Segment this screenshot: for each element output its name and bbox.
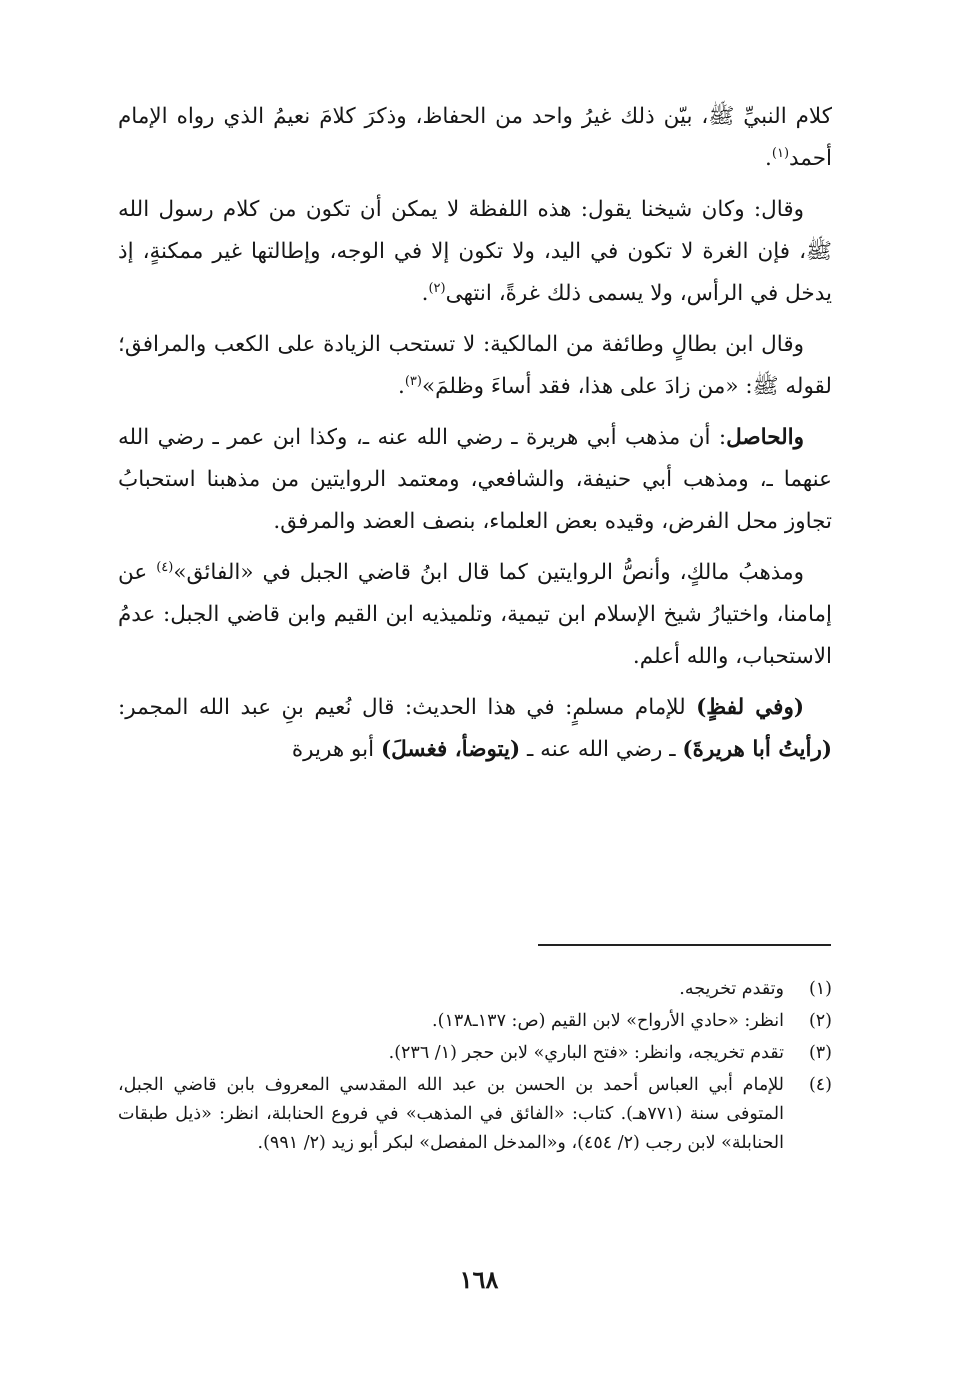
- footnote-1: [118, 975, 832, 1004]
- footnote-3: [118, 1039, 832, 1068]
- footnote-separator: [538, 944, 831, 946]
- footnote-text: تقدم تخريجه، وانظر: «فتح الباري» لابن حجر (١/ ٢٣٦).: [388, 1043, 784, 1063]
- main-text: [118, 96, 832, 780]
- paragraph-3-text: وقال ابن بطالٍ وطائفة من المالكية: لا تستحب الزيادة على الكعب والمرافق؛ لقوله ﷺ: «من زادَ على هذا، فقد أساءَ وظلمَ»: [118, 332, 832, 399]
- footnote-number: (٤): [808, 1075, 832, 1095]
- footnote-number: (٢): [808, 1011, 832, 1031]
- paragraph-2-text: وقال: وكان شيخنا يقول: هذه اللفظة لا يمكن أن تكون من كلام رسول الله ﷺ، فإن الغرة لا تكون في اليد، ولا تكون إلا في الوجه، وإطالتها غير ممكنةٍ، إذ يدخل في الرأس، ولا يسمى ذلك غرةً، انتهى: [118, 197, 832, 306]
- paragraph-2: [118, 189, 832, 315]
- paragraph-4: [118, 417, 832, 543]
- footnote-text: وتقدم تخريجه.: [679, 979, 784, 999]
- paragraph-2-tail: .: [421, 281, 429, 306]
- paragraph-3-tail: .: [397, 374, 405, 399]
- paragraph-6: [118, 687, 832, 771]
- hadith-phrase-2: (رأيتُ أبا هريرةَ): [682, 737, 832, 762]
- paragraph-1-tail: .: [765, 146, 772, 171]
- paragraph-5: [118, 552, 832, 678]
- hadith-phrase-3: (يتوضأ، فغسلَ): [380, 737, 521, 762]
- footnote-number: (١): [808, 979, 832, 999]
- page-number: ١٦٨: [459, 1265, 499, 1294]
- paragraph-1-text: كلام النبيِّ ﷺ، بيّن ذلك غيرُ واحد من الحفاظ، وذكرَ كلامَ نعيمُ الذي رواه الإمام أحمد: [118, 104, 832, 171]
- paragraph-6-text-2: ـ رضي الله عنه ـ: [520, 737, 683, 762]
- footnote-ref-3[interactable]: (٣): [404, 373, 422, 389]
- footnote-number: (٣): [808, 1043, 832, 1063]
- paragraph-5-text: ومذهبُ مالكٍ، وأنصُّ الروايتين كما قال ابنُ قاضي الجبل في «الفائق»: [173, 560, 804, 585]
- footnote-ref-4[interactable]: (٤): [156, 559, 174, 575]
- paragraph-1: [118, 96, 832, 180]
- footnote-ref-2[interactable]: (٢): [428, 280, 446, 296]
- footnote-4: [118, 1071, 832, 1158]
- paragraph-5-tail: عن إمامنا، واختيارُ شيخ الإسلام ابن تيمية، وتلميذيه ابن القيم وابن قاضي الجبل: عدمُ الاستحباب، والله أعلم.: [118, 560, 832, 669]
- footnote-text: للإمام أبي العباس أحمد بن الحسن بن عبد الله المقدسي المعروف بابن قاضي الجبل، المتوفى سنة (٧٧١هـ). كتاب: «الفائق في المذهب» في فروع الحنابلة، انظر: «ذيل طبقات الحنابلة» لابن رجب (٢/ ٤٥٤)، و«المدخل المفصل» لبكر أبو زيد (٢/ ٩٩١).: [118, 1075, 784, 1153]
- footnotes: [118, 975, 832, 1161]
- paragraph-4-lead: والحاصل: [726, 425, 804, 450]
- footnote-2: [118, 1007, 832, 1036]
- footnote-ref-1[interactable]: (١): [771, 145, 790, 161]
- paragraph-6-text-1: للإمام مسلمٍ: في هذا الحديث: قال نُعيم بنِ عبد الله المجمر:: [118, 695, 697, 720]
- footnote-text: انظر: «حادي الأرواح» لابن القيم (ص: ١٣٧ـ١٣٨).: [432, 1011, 784, 1031]
- paragraph-6-text-3: أبو هريرة: [291, 737, 381, 762]
- paragraph-4-text: : أن مذهب أبي هريرة ـ رضي الله عنه ـ، وكذا ابن عمر ـ رضي الله عنهما ـ، ومذهب أبي حنيفة، والشافعي، ومعتمد الروايتين من مذهبنا استحبابُ تجاوز محل الفرض، وقيده بعض العلماء، بنصف العضد والمرفق.: [118, 425, 832, 534]
- hadith-phrase-1: (وفي لفظٍ): [696, 695, 804, 720]
- paragraph-3: [118, 324, 832, 408]
